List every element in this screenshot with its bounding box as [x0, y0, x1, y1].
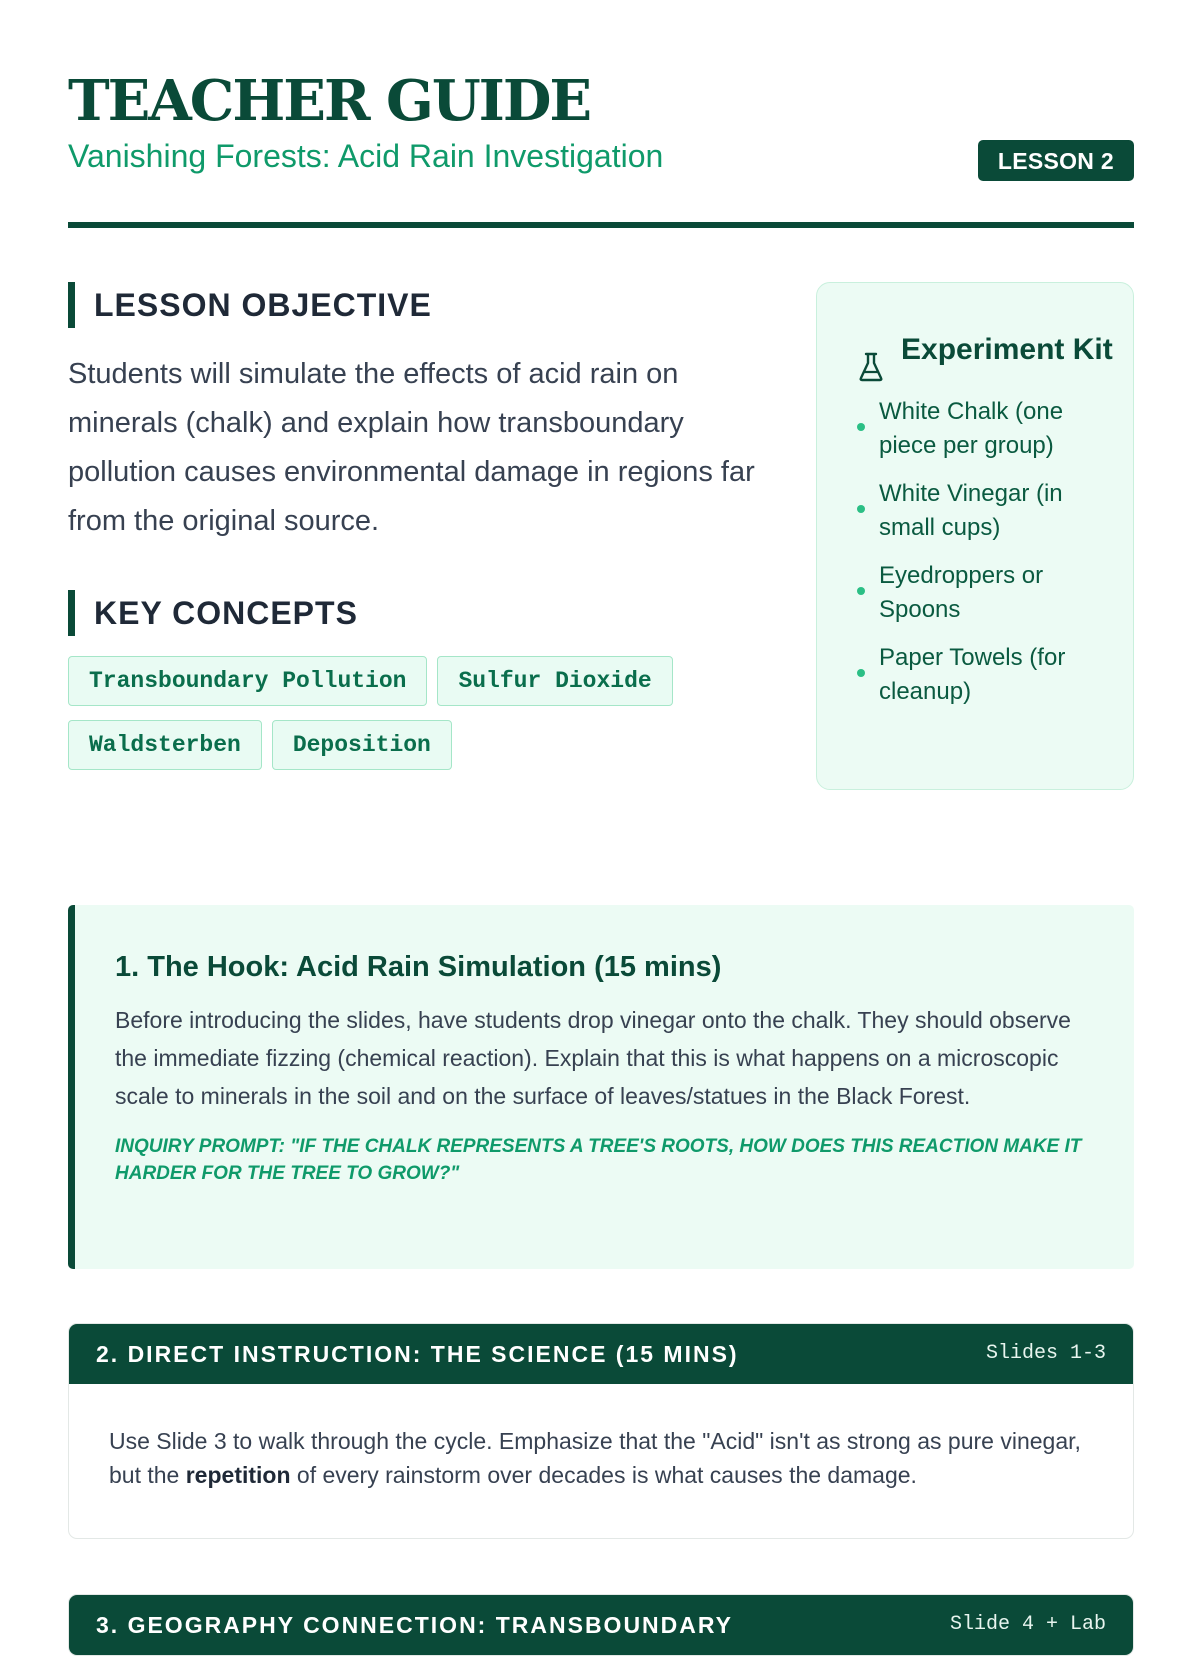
- card-header: [69, 1595, 1133, 1655]
- kit-item-label: Eyedroppers or Spoons: [879, 562, 1044, 623]
- page-subtitle: Vanishing Forests: Acid Rain Investigation: [68, 138, 664, 174]
- concept-tag: Deposition: [272, 720, 452, 770]
- teacher-guide-page: [68, 0, 1134, 1656]
- kit-item-label: White Vinegar (in small cups): [879, 480, 1063, 541]
- kit-item: [857, 395, 1113, 463]
- geography-connection-card: [68, 1594, 1134, 1656]
- kit-title: Experiment Kit: [901, 333, 1113, 366]
- kit-header: [857, 327, 1113, 373]
- hook-title: 1. The Hook: Acid Rain Simulation (15 mins): [115, 951, 722, 983]
- inquiry-prompt: INQUIRY PROMPT: "IF THE CHALK REPRESENTS A TREE'S ROOTS, HOW DOES THIS REACTION MAKE IT HARDER FOR THE TREE TO GROW?": [115, 1136, 1082, 1184]
- kit-item: [857, 559, 1113, 627]
- page-title: TEACHER GUIDE: [68, 68, 591, 134]
- hook-body: Before introducing the slides, have students drop vinegar onto the chalk. They should observe the immediate fizzing (chemical reaction). Explain that this is what happens on a microscopic scale to minerals in the soil and on the surface of leaves/statues in the Black Forest.: [115, 1007, 1071, 1109]
- kit-item: [857, 641, 1113, 709]
- slides-label: Slides 1-3: [985, 1342, 1106, 1365]
- objective-heading: LESSON OBJECTIVE: [68, 282, 788, 328]
- direct-instruction-card: [68, 1323, 1134, 1539]
- kit-item-label: White Chalk (one piece per group): [879, 398, 1064, 459]
- card-body-text: of every rainstorm over decades is what causes the damage.: [290, 1462, 917, 1488]
- objective-column: [68, 282, 788, 784]
- kit-item: [857, 477, 1113, 545]
- kit-item-label: Paper Towels (for cleanup): [879, 644, 1066, 705]
- flask-icon: [857, 351, 885, 383]
- concept-tags: [68, 656, 768, 784]
- card-body: [69, 1384, 1133, 1538]
- kit-list: [857, 395, 1113, 709]
- hook-section: [68, 905, 1134, 1269]
- concept-tag: Sulfur Dioxide: [437, 656, 672, 706]
- bullet-icon: [857, 423, 865, 431]
- card-title: 2. DIRECT INSTRUCTION: THE SCIENCE (15 MINS): [96, 1341, 739, 1367]
- lesson-badge: LESSON 2: [978, 140, 1134, 181]
- card-body-text: Use Slide 3 to walk through the cycle. Emphasize that the "Acid" isn't as strong as pure vinegar, but the: [109, 1428, 1081, 1488]
- concept-tag: Waldsterben: [68, 720, 262, 770]
- bullet-icon: [857, 669, 865, 677]
- slides-label: Slide 4 + Lab: [949, 1613, 1106, 1636]
- bullet-icon: [857, 505, 865, 513]
- key-concepts-heading: KEY CONCEPTS: [68, 590, 788, 636]
- concept-tag: Transboundary Pollution: [68, 656, 427, 706]
- page-header: [68, 0, 1134, 228]
- emphasis-text: repetition: [185, 1462, 291, 1488]
- experiment-kit-panel: [816, 282, 1134, 790]
- card-title: 3. GEOGRAPHY CONNECTION: TRANSBOUNDARY: [96, 1612, 733, 1638]
- bullet-icon: [857, 587, 865, 595]
- overview-section: [68, 228, 1134, 848]
- card-header: [69, 1324, 1133, 1384]
- objective-text: Students will simulate the effects of acid rain on minerals (chalk) and explain how transboundary pollution causes environmental damage in regions far from the original source.: [68, 358, 755, 537]
